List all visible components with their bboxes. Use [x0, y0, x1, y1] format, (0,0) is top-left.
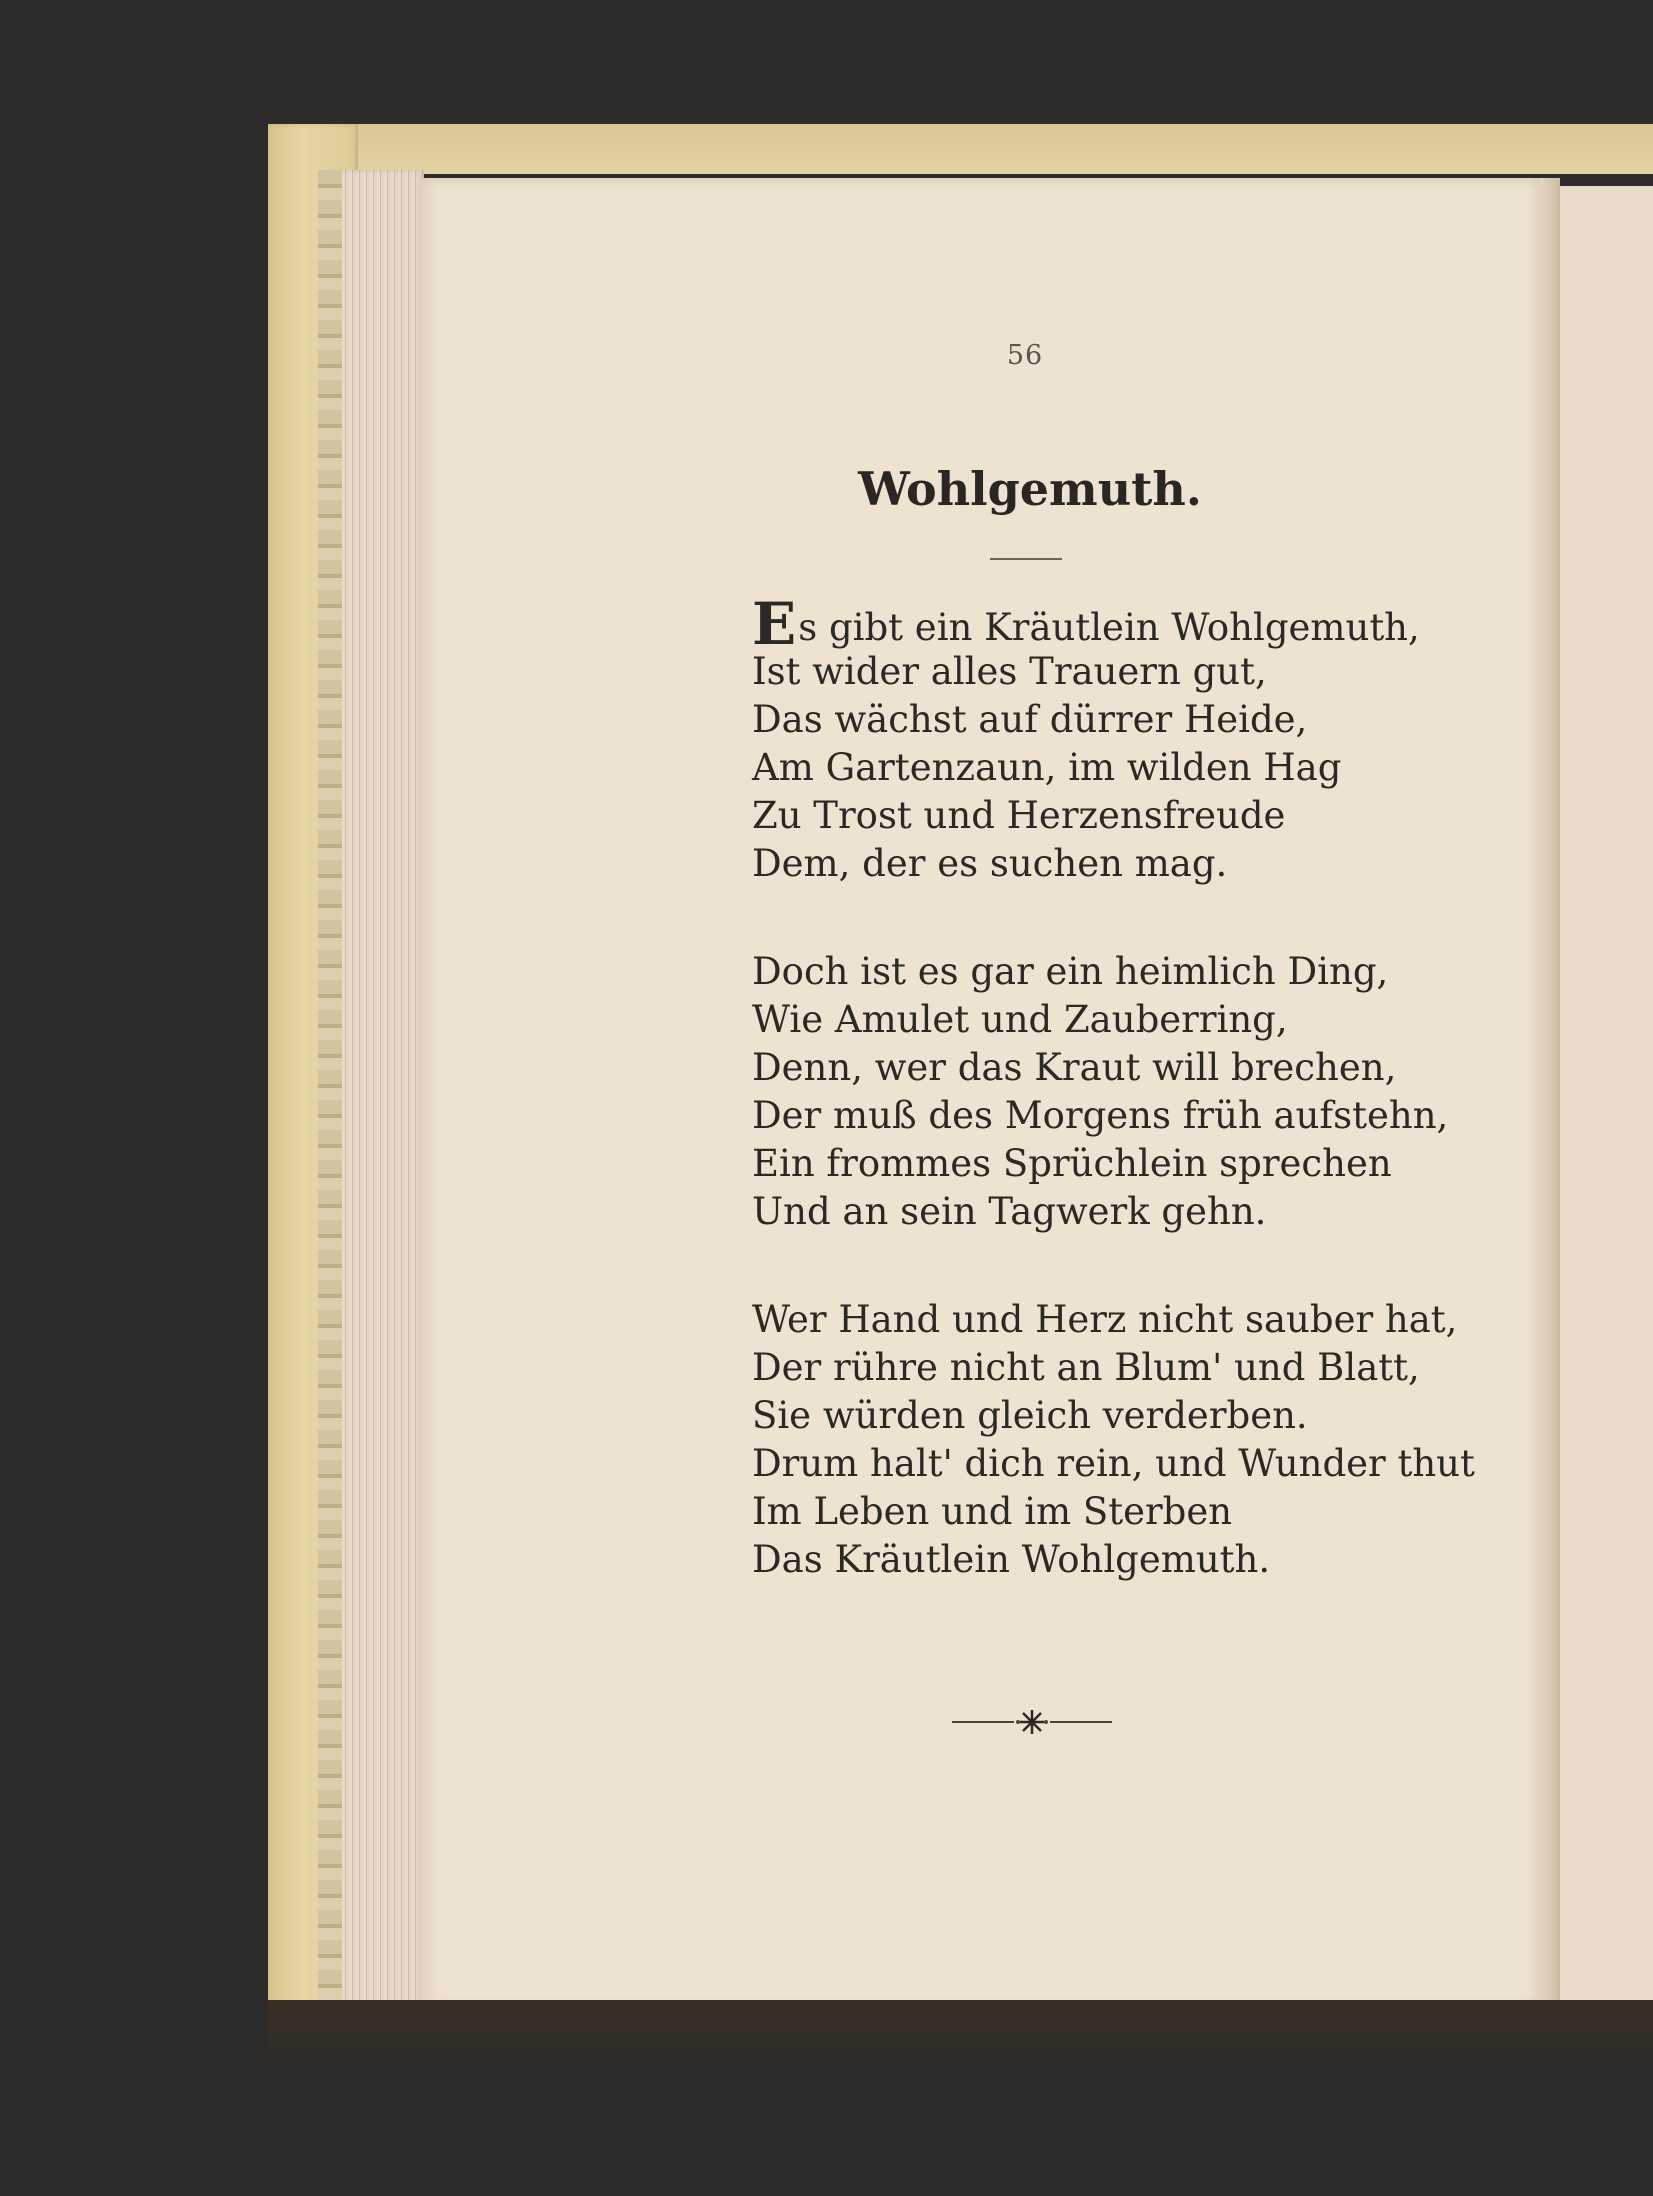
- poem-line: Das Kräutlein Wohlgemuth.: [752, 1538, 1271, 1581]
- next-page-edge: [1558, 186, 1653, 2016]
- stanza-3: [752, 1296, 1512, 1584]
- poem-line: Sie würden gleich verderben.: [752, 1394, 1308, 1437]
- poem-line: Wie Amulet und Zauberring,: [752, 998, 1288, 1041]
- poem-line: Denn, wer das Kraut will brechen,: [752, 1046, 1397, 1089]
- drop-initial: E: [752, 590, 797, 658]
- poem-line: Am Gartenzaun, im wilden Hag: [752, 746, 1342, 789]
- poem-line: Doch ist es gar ein heimlich Ding,: [752, 950, 1389, 993]
- poem-line: Der rühre nicht an Blum' und Blatt,: [752, 1346, 1420, 1389]
- poem-line: Ein frommes Sprüchlein sprechen: [752, 1142, 1392, 1185]
- poem-line: Ist wider alles Trauern gut,: [752, 650, 1267, 693]
- page-number: 56: [1006, 340, 1044, 371]
- poem-line: Im Leben und im Sterben: [752, 1490, 1233, 1533]
- title-divider: [990, 558, 1062, 560]
- poem-line: [752, 590, 1512, 658]
- poem-line: Das wächst auf dürrer Heide,: [752, 698, 1308, 741]
- book-bottom-shadow: [268, 2000, 1653, 2060]
- poem-line: Der muß des Morgens früh aufstehn,: [752, 1094, 1449, 1137]
- poem-body: [752, 590, 1512, 1644]
- poem-line: Dem, der es suchen mag.: [752, 842, 1228, 885]
- stanza-2: [752, 948, 1512, 1236]
- poem-line: Drum halt' dich rein, und Wunder thut: [752, 1442, 1475, 1485]
- stanza-1: [752, 590, 1512, 888]
- poem-line: Zu Trost und Herzensfreude: [752, 794, 1286, 837]
- page-gutter: [1540, 178, 1560, 2008]
- book-cover-top: [268, 124, 1653, 174]
- poem-line: Und an sein Tagwerk gehn.: [752, 1190, 1267, 1233]
- poem-line: Wer Hand und Herz nicht sauber hat,: [752, 1298, 1458, 1341]
- poem-line-text: s gibt ein Kräutlein Wohlgemuth,: [798, 606, 1420, 649]
- page-stack-edges: [342, 170, 424, 2010]
- poem-title: Wohlgemuth.: [858, 462, 1202, 516]
- spine-lace-band: [318, 170, 344, 2020]
- end-ornament-icon: [952, 1706, 1112, 1738]
